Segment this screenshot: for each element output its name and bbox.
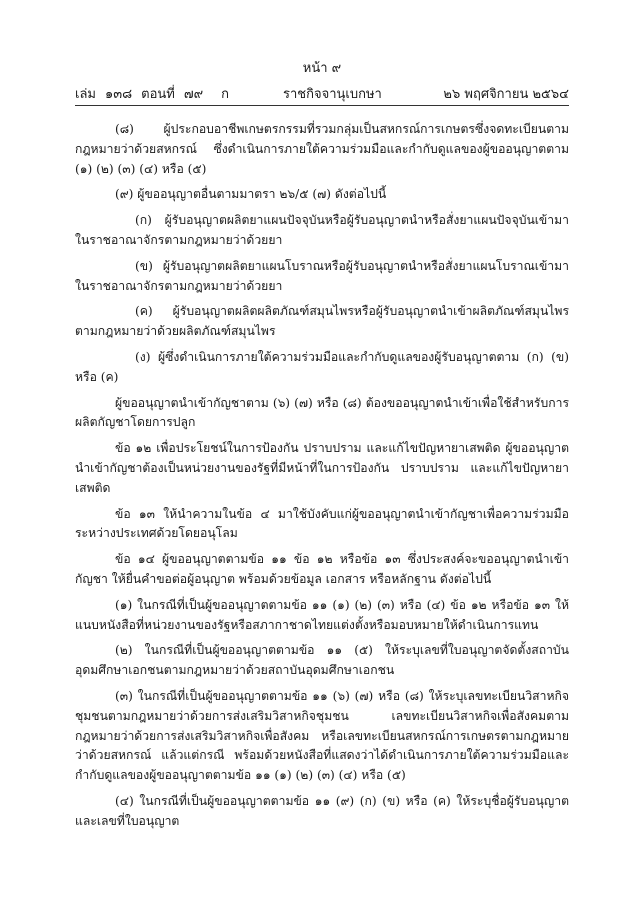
paragraph-sub-kho: (ข) ผู้รับอนุญาตผลิตยาแผนโบราณหรือผู้รับอนุญาตนำหรือสั่งยาแผนโบราณเข้ามาในราชอาณาจักรตามกฎหมายว่าด้วยยา	[75, 258, 569, 293]
document-body	[75, 120, 569, 838]
paragraph-clause-14: ข้อ ๑๔ ผู้ขออนุญาตตามข้อ ๑๑ ข้อ ๑๒ หรือข้อ ๑๓ ซึ่งประสงค์จะขออนุญาตนำเข้ากัญชา ให้ยื่นคำขอต่อผู้อนุญาต พร้อมด้วยข้อมูล เอกสาร หรือหลักฐาน ดังต่อไปนี้	[75, 552, 569, 586]
section-number: ๗๙	[183, 87, 204, 102]
header-divider	[75, 105, 569, 106]
page-number: หน้า ๙	[302, 61, 342, 76]
paragraph-clause-14-1: (๑) ในกรณีที่เป็นผู้ขออนุญาตตามข้อ ๑๑ (๑) (๒) (๓) หรือ (๔) ข้อ ๑๒ หรือข้อ ๑๓ ให้แนบหนังสือที่หน่วยงานของรัฐหรือสภากาชาดไทยแต่งตั้งหรือมอบหมายให้ดำเนินการแทน	[75, 597, 569, 632]
paragraph-clause-14-2: (๒) ในกรณีที่เป็นผู้ขออนุญาตตามข้อ ๑๑ (๕) ให้ระบุเลขที่ใบอนุญาตจัดตั้งสถาบันอุดมศึกษาเอกชนตามกฎหมายว่าด้วยสถาบันอุดมศึกษาเอกชน	[75, 643, 569, 678]
part-letter: ก	[221, 87, 230, 102]
paragraph-clause-13: ข้อ ๑๓ ให้นำความในข้อ ๔ มาใช้บังคับแก่ผู้ขออนุญาตนำเข้ากัญชาเพื่อความร่วมมือระหว่างประเทศด้วยโดยอนุโลม	[75, 506, 569, 541]
publication-name: ราชกิจจานุเบกษา	[283, 87, 382, 102]
volume-number: ๑๓๘	[104, 87, 133, 102]
section-label: ตอนที่	[141, 87, 175, 102]
paragraph-import-condition: ผู้ขออนุญาตนำเข้ากัญชาตาม (๖) (๗) หรือ (๘) ต้องขออนุญาตนำเข้าเพื่อใช้สำหรับการผลิตกัญชาโดยการปลูก	[75, 395, 569, 430]
paragraph-clause-12: ข้อ ๑๒ เพื่อประโยชน์ในการป้องกัน ปราบปราม และแก้ไขปัญหายาเสพติด ผู้ขออนุญาตนำเข้ากัญชาต้องเป็นหน่วยงานของรัฐที่มีหน้าที่ในการป้องกัน ปราบปราม และแก้ไขปัญหายาเสพติด	[75, 441, 569, 495]
publication-date: ๒๖ พฤศจิกายน ๒๕๖๔	[443, 87, 569, 102]
paragraph-sub-ngo: (ง) ผู้ซึ่งดำเนินการภายใต้ความร่วมมือและกำกับดูแลของผู้รับอนุญาตตาม (ก) (ข) หรือ (ค)	[75, 349, 569, 384]
gazette-header	[75, 83, 569, 103]
paragraph-clause-14-3: (๓) ในกรณีที่เป็นผู้ขออนุญาตตามข้อ ๑๑ (๖) (๗) หรือ (๘) ให้ระบุเลขทะเบียนวิสาหกิจชุมชนตามกฎหมายว่าด้วยการส่งเสริมวิสาหกิจชุมชน เลขทะเบียนวิสาหกิจเพื่อสังคมตามกฎหมายว่าด้วยการส่งเสริมวิสาหกิจเพื่อสังคม หรือเลขทะเบียนสหกรณ์การเกษตรตามกฎหมายว่าด้วยสหกรณ์ แล้วแต่กรณี พร้อมด้วยหนังสือที่แสดงว่าได้ดำเนินการภายใต้ความร่วมมือและกำกับดูแลของผู้ขออนุญาตตามข้อ ๑๑ (๑) (๒) (๓) (๔) หรือ (๕)	[75, 688, 569, 783]
volume-label: เล่ม	[75, 87, 96, 102]
paragraph-sub-kho-khon: (ค) ผู้รับอนุญาตผลิตผลิตภัณฑ์สมุนไพรหรือผู้รับอนุญาตนำเข้าผลิตภัณฑ์สมุนไพรตามกฎหมายว่าด้วยผลิตภัณฑ์สมุนไพร	[75, 304, 569, 339]
paragraph-item-8: (๘) ผู้ประกอบอาชีพเกษตรกรรมที่รวมกลุ่มเป็นสหกรณ์การเกษตรซึ่งจดทะเบียนตามกฎหมายว่าด้วยสหกรณ์ ซึ่งดำเนินการภายใต้ความร่วมมือและกำกับดูแลของผู้ขออนุญาตตาม (๑) (๒) (๓) (๔) หรือ (๕)	[75, 122, 569, 176]
paragraph-item-9: (๙) ผู้ขออนุญาตอื่นตามมาตรา ๒๖/๕ (๗) ดังต่อไปนี้	[115, 187, 387, 202]
paragraph-clause-14-4: (๔) ในกรณีที่เป็นผู้ขออนุญาตตามข้อ ๑๑ (๙) (ก) (ข) หรือ (ค) ให้ระบุชื่อผู้รับอนุญาตและเลขที่ใบอนุญาต	[75, 793, 569, 828]
paragraph-sub-ka: (ก) ผู้รับอนุญาตผลิตยาแผนปัจจุบันหรือผู้รับอนุญาตนำหรือสั่งยาแผนปัจจุบันเข้ามาในราชอาณาจักรตามกฎหมายว่าด้วยยา	[75, 213, 569, 247]
volume-info	[75, 83, 229, 104]
